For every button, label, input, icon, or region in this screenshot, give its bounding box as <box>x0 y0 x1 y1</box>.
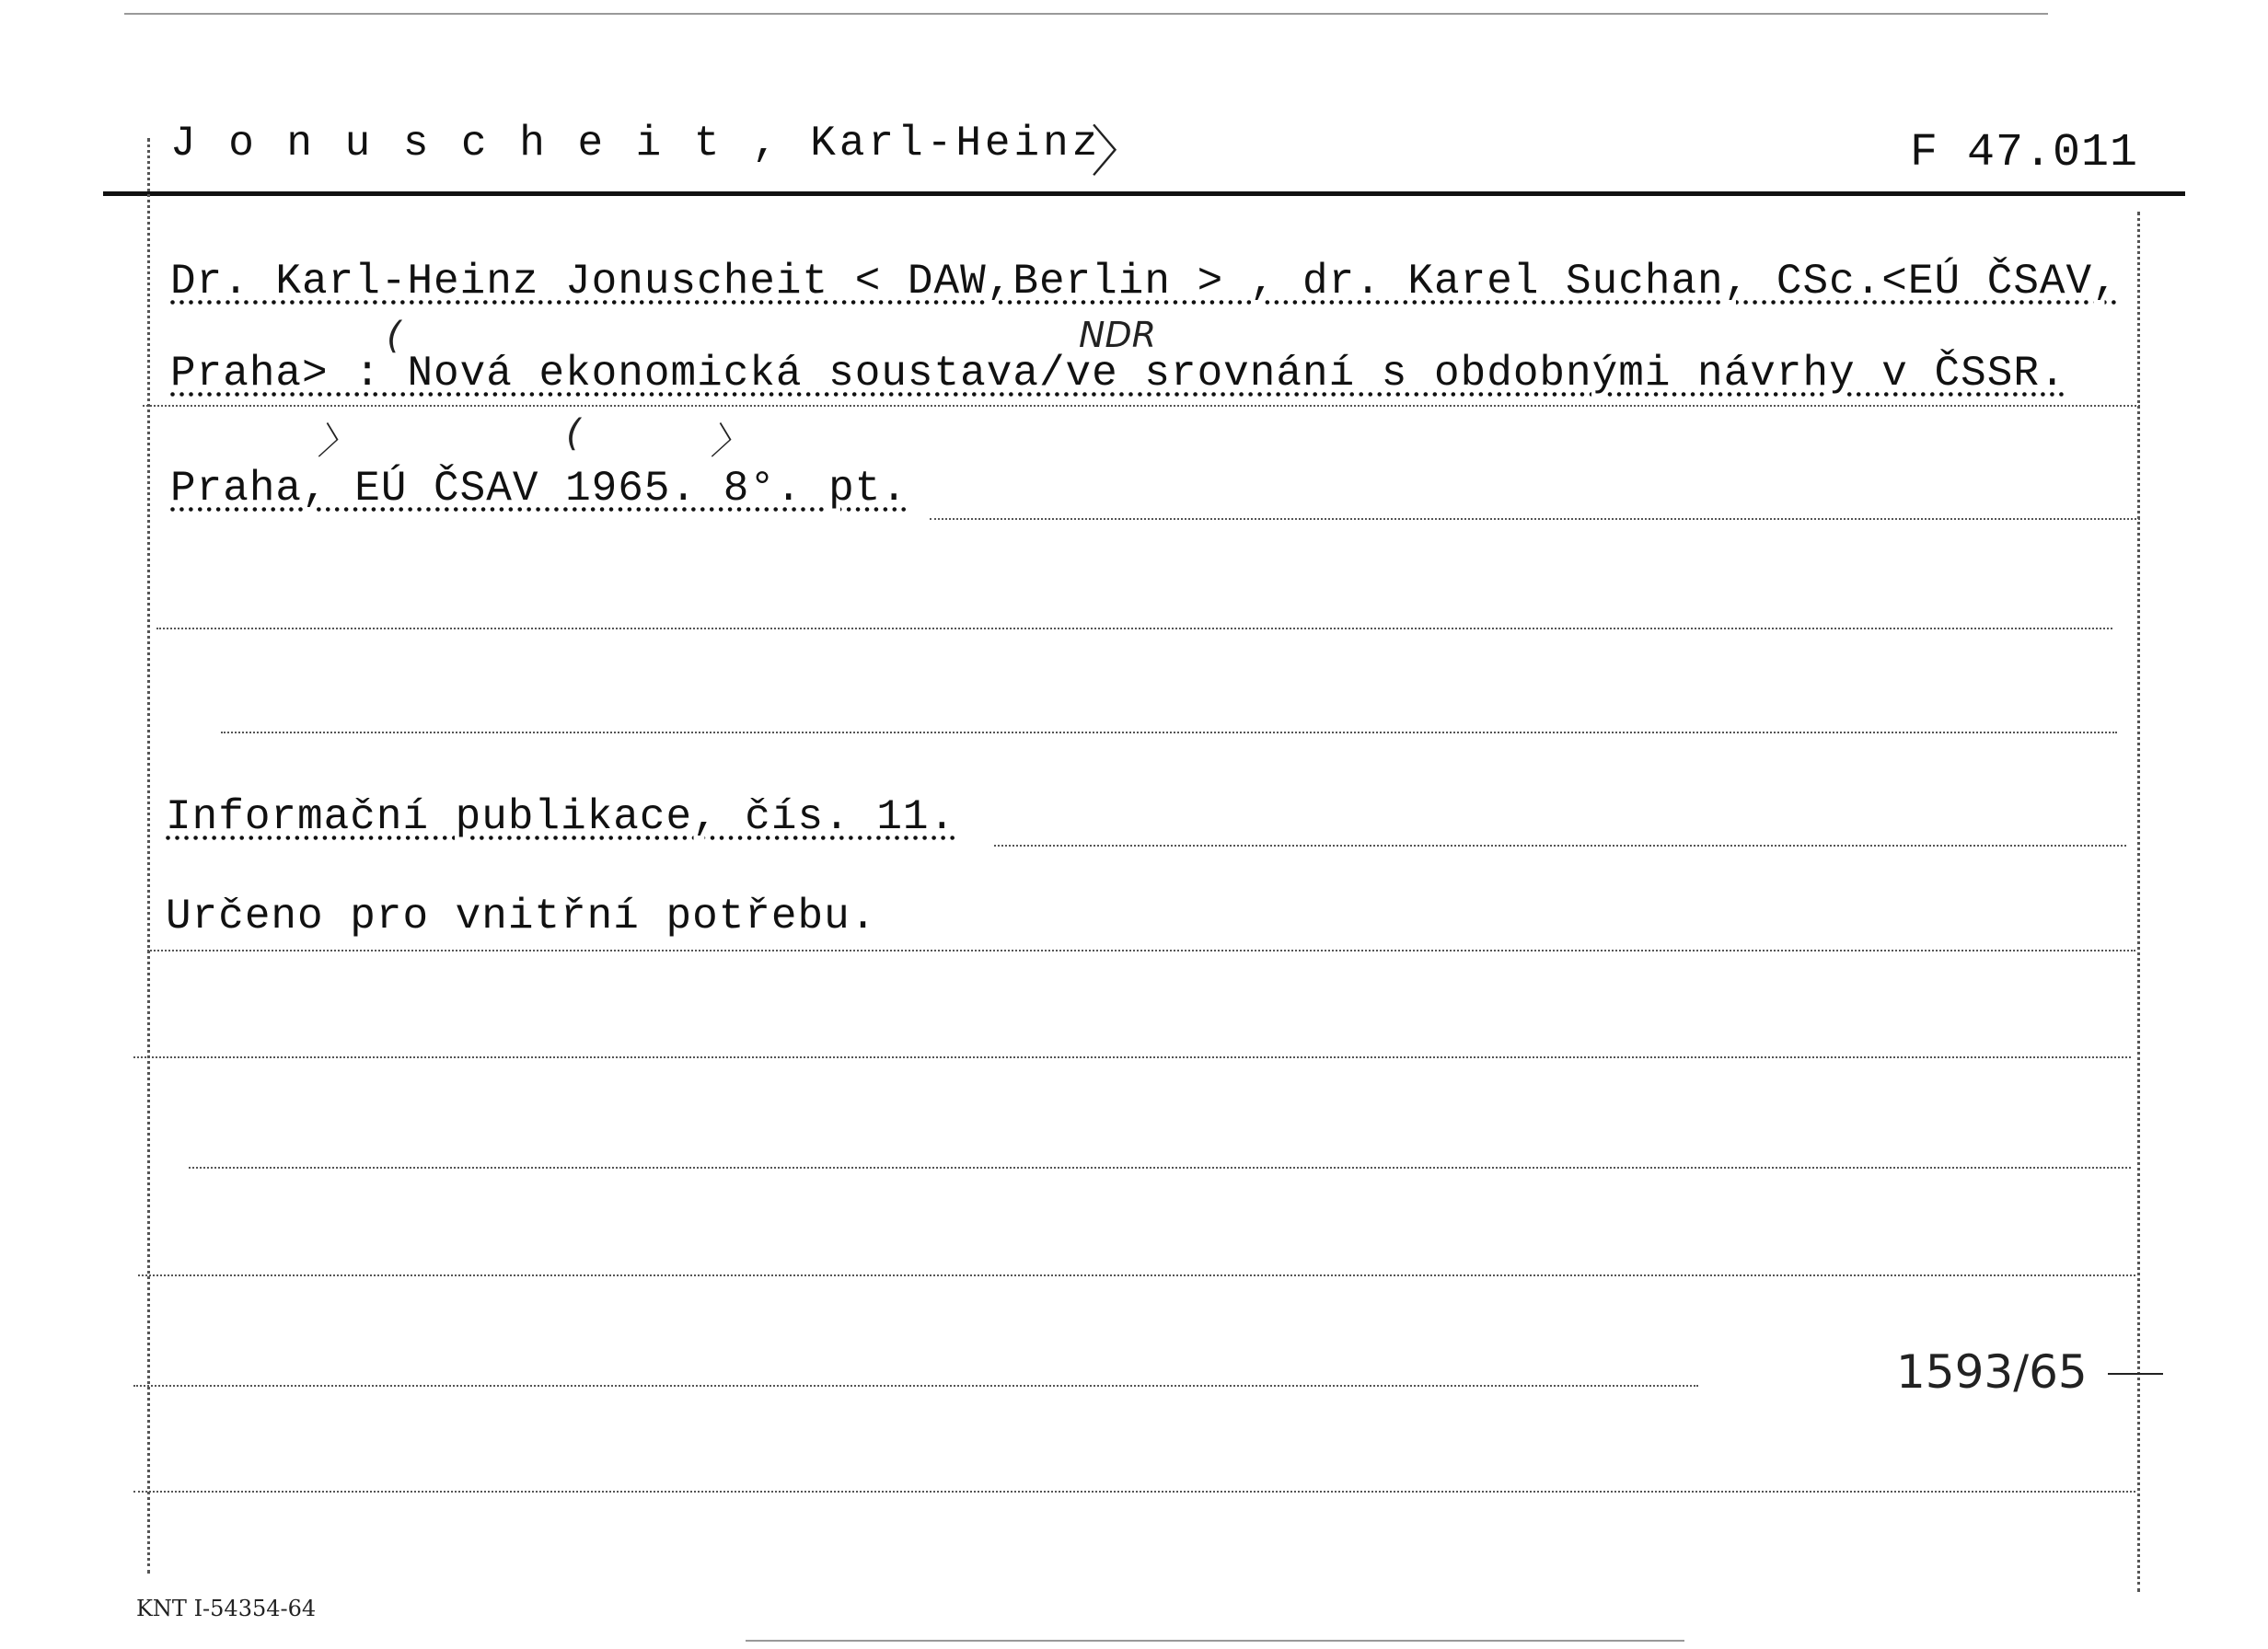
mark-close-2: 〉 <box>711 421 747 463</box>
header-name: J o n u s c h e i t , Karl-Heinz <box>170 120 1102 167</box>
annotation-ndr: NDR <box>1079 315 1157 355</box>
accession-number: 1593/65 <box>1896 1345 2088 1399</box>
guide-line <box>189 1167 2131 1169</box>
guide-line <box>143 405 2140 407</box>
bottom-rule <box>746 1640 1684 1642</box>
guide-line <box>994 845 2126 847</box>
guide-line <box>147 950 2135 951</box>
guide-line <box>156 628 2112 629</box>
right-margin-marks <box>2137 212 2140 1592</box>
entry-line-2: Praha> : Nová ekonomická soustava/ve srovnání s obdobnými návrhy v ČSSR. <box>170 350 2066 398</box>
header-mark: 〉 <box>1091 121 1146 185</box>
mark-close-1: 〉 <box>318 421 354 463</box>
guide-line <box>221 732 2117 733</box>
shelf-number: F 47.011 <box>1910 127 2139 179</box>
header-rule <box>103 191 2185 196</box>
restriction-note: Určeno pro vnitřní potřebu. <box>166 893 877 940</box>
left-margin-marks <box>147 138 150 1574</box>
series-statement: Informační publikace, čís. 11. <box>166 793 956 841</box>
mark-open-1: ( <box>387 315 401 357</box>
guide-line <box>133 1056 2131 1058</box>
entry-line-3: Praha, EÚ ČSAV 1965. 8°. pt. <box>170 465 908 513</box>
accession-tick <box>2108 1373 2163 1375</box>
mark-open-2: ( <box>566 412 581 455</box>
entry-line-1: Dr. Karl-Heinz Jonuscheit < DAW,Berlin > , dr. Karel Suchan, CSc.<EÚ ČSAV, <box>170 258 2119 306</box>
printer-mark: KNT I-54354-64 <box>136 1596 317 1621</box>
guide-line <box>930 518 2140 520</box>
top-rule <box>124 13 2048 15</box>
guide-line <box>138 1274 2135 1276</box>
guide-line <box>133 1385 1698 1387</box>
guide-line <box>133 1491 2135 1493</box>
